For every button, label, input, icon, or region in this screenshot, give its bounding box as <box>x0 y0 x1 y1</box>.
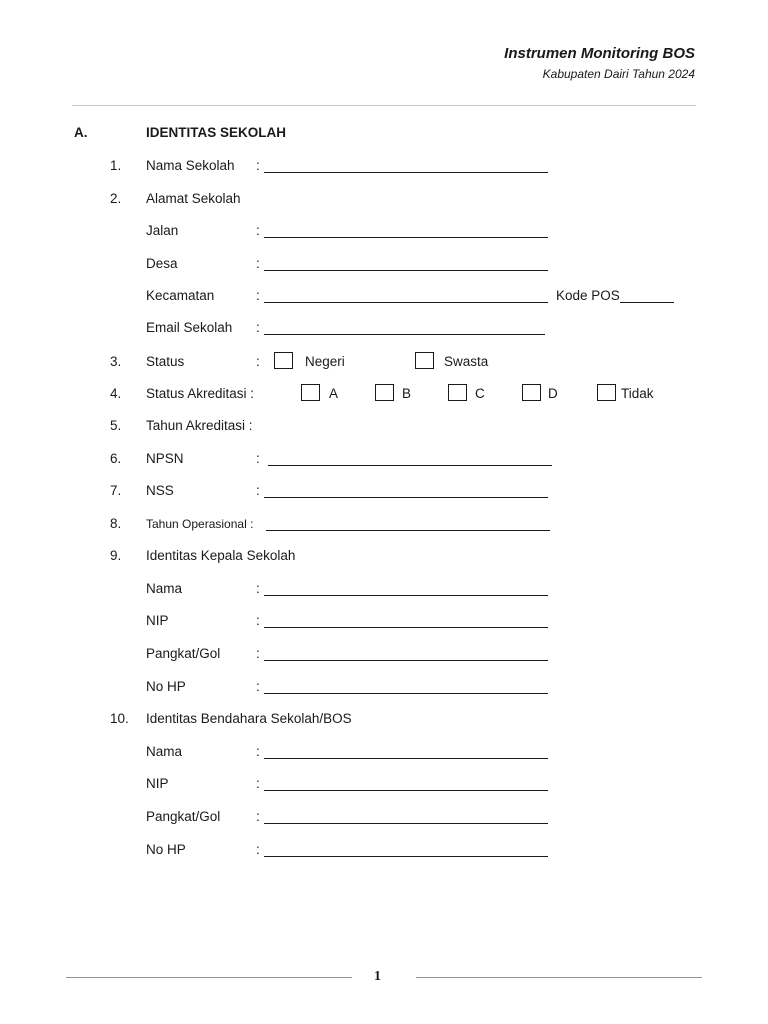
header-divider <box>72 105 696 106</box>
field-label-kepala-pangkat: Pangkat/Gol <box>146 646 221 661</box>
kecamatan-input-line[interactable] <box>264 302 548 303</box>
kepala-hp-input-line[interactable] <box>264 693 548 694</box>
field-label-bendahara-nip: NIP <box>146 776 169 791</box>
footer-rule-left <box>66 977 352 978</box>
checkbox-swasta[interactable] <box>415 352 434 369</box>
field-label-status: Status <box>146 354 185 369</box>
field-colon: : <box>256 646 260 661</box>
field-label-kepala-hp: No HP <box>146 679 186 694</box>
field-label-bendahara-hp: No HP <box>146 842 186 857</box>
field-label-tahun-operasional: Tahun Operasional : <box>146 517 254 531</box>
kepala-pangkat-input-line[interactable] <box>264 660 548 661</box>
field-colon: : <box>256 613 260 628</box>
field-label-nama-sekolah: Nama Sekolah <box>146 158 235 173</box>
field-label-alamat-sekolah: Alamat Sekolah <box>146 191 241 206</box>
kode-pos-input-line[interactable] <box>620 302 674 303</box>
item-number: 5. <box>110 418 122 433</box>
field-colon: : <box>256 223 260 238</box>
field-label-bendahara-nama: Nama <box>146 744 183 759</box>
field-colon: : <box>256 256 260 271</box>
field-label-nss: NSS <box>146 483 174 498</box>
field-label-jalan: Jalan <box>146 223 179 238</box>
option-label-b: B <box>402 386 412 401</box>
field-colon: : <box>256 679 260 694</box>
field-label-npsn: NPSN <box>146 451 184 466</box>
footer-rule-right <box>416 977 702 978</box>
field-label-kepala-nip: NIP <box>146 613 169 628</box>
field-colon: : <box>256 158 260 173</box>
nss-input-line[interactable] <box>264 497 548 498</box>
field-colon: : <box>256 744 260 759</box>
field-label-kepala-nama: Nama <box>146 581 183 596</box>
item-number: 9. <box>110 548 122 563</box>
section-letter: A. <box>74 125 88 140</box>
field-colon: : <box>256 288 260 303</box>
field-label-desa: Desa <box>146 256 178 271</box>
option-label-swasta: Swasta <box>444 354 489 369</box>
field-colon: : <box>256 809 260 824</box>
item-number: 1. <box>110 158 122 173</box>
option-label-d: D <box>548 386 558 401</box>
checkbox-akreditasi-tidak[interactable] <box>597 384 616 401</box>
page-number: 1 <box>374 969 381 984</box>
bendahara-nama-input-line[interactable] <box>264 758 548 759</box>
checkbox-negeri[interactable] <box>274 352 293 369</box>
option-label-tidak: Tidak <box>621 386 654 401</box>
bendahara-pangkat-input-line[interactable] <box>264 823 548 824</box>
item-number: 4. <box>110 386 122 401</box>
option-label-negeri: Negeri <box>305 354 345 369</box>
checkbox-akreditasi-b[interactable] <box>375 384 394 401</box>
field-colon: : <box>256 451 260 466</box>
item-number: 2. <box>110 191 122 206</box>
field-label-identitas-bendahara: Identitas Bendahara Sekolah/BOS <box>146 711 352 726</box>
option-label-a: A <box>329 386 339 401</box>
field-colon: : <box>256 320 260 335</box>
npsn-input-line[interactable] <box>268 465 552 466</box>
jalan-input-line[interactable] <box>264 237 548 238</box>
field-colon: : <box>256 354 260 369</box>
email-input-line[interactable] <box>264 334 545 335</box>
desa-input-line[interactable] <box>264 270 548 271</box>
field-colon: : <box>256 581 260 596</box>
nama-sekolah-input-line[interactable] <box>264 172 548 173</box>
item-number: 6. <box>110 451 122 466</box>
item-number: 3. <box>110 354 122 369</box>
item-number: 10. <box>110 711 129 726</box>
kepala-nip-input-line[interactable] <box>264 627 548 628</box>
field-label-tahun-akreditasi: Tahun Akreditasi : <box>146 418 253 433</box>
kepala-nama-input-line[interactable] <box>264 595 548 596</box>
checkbox-akreditasi-a[interactable] <box>301 384 320 401</box>
item-number: 7. <box>110 483 122 498</box>
field-colon: : <box>256 842 260 857</box>
checkbox-akreditasi-d[interactable] <box>522 384 541 401</box>
field-label-kecamatan: Kecamatan <box>146 288 215 303</box>
section-title: IDENTITAS SEKOLAH <box>146 125 287 140</box>
bendahara-nip-input-line[interactable] <box>264 790 548 791</box>
field-label-status-akreditasi: Status Akreditasi : <box>146 386 255 401</box>
document-title: Instrumen Monitoring BOS <box>504 45 695 62</box>
item-number: 8. <box>110 516 122 531</box>
bendahara-hp-input-line[interactable] <box>264 856 548 857</box>
field-colon: : <box>256 776 260 791</box>
field-label-bendahara-pangkat: Pangkat/Gol <box>146 809 221 824</box>
field-colon: : <box>256 483 260 498</box>
field-label-kode-pos: Kode POS <box>556 288 620 303</box>
document-subtitle: Kabupaten Dairi Tahun 2024 <box>542 67 695 81</box>
field-label-identitas-kepala: Identitas Kepala Sekolah <box>146 548 296 563</box>
field-label-email-sekolah: Email Sekolah <box>146 320 233 335</box>
tahun-operasional-input-line[interactable] <box>266 530 550 531</box>
option-label-c: C <box>475 386 485 401</box>
checkbox-akreditasi-c[interactable] <box>448 384 467 401</box>
